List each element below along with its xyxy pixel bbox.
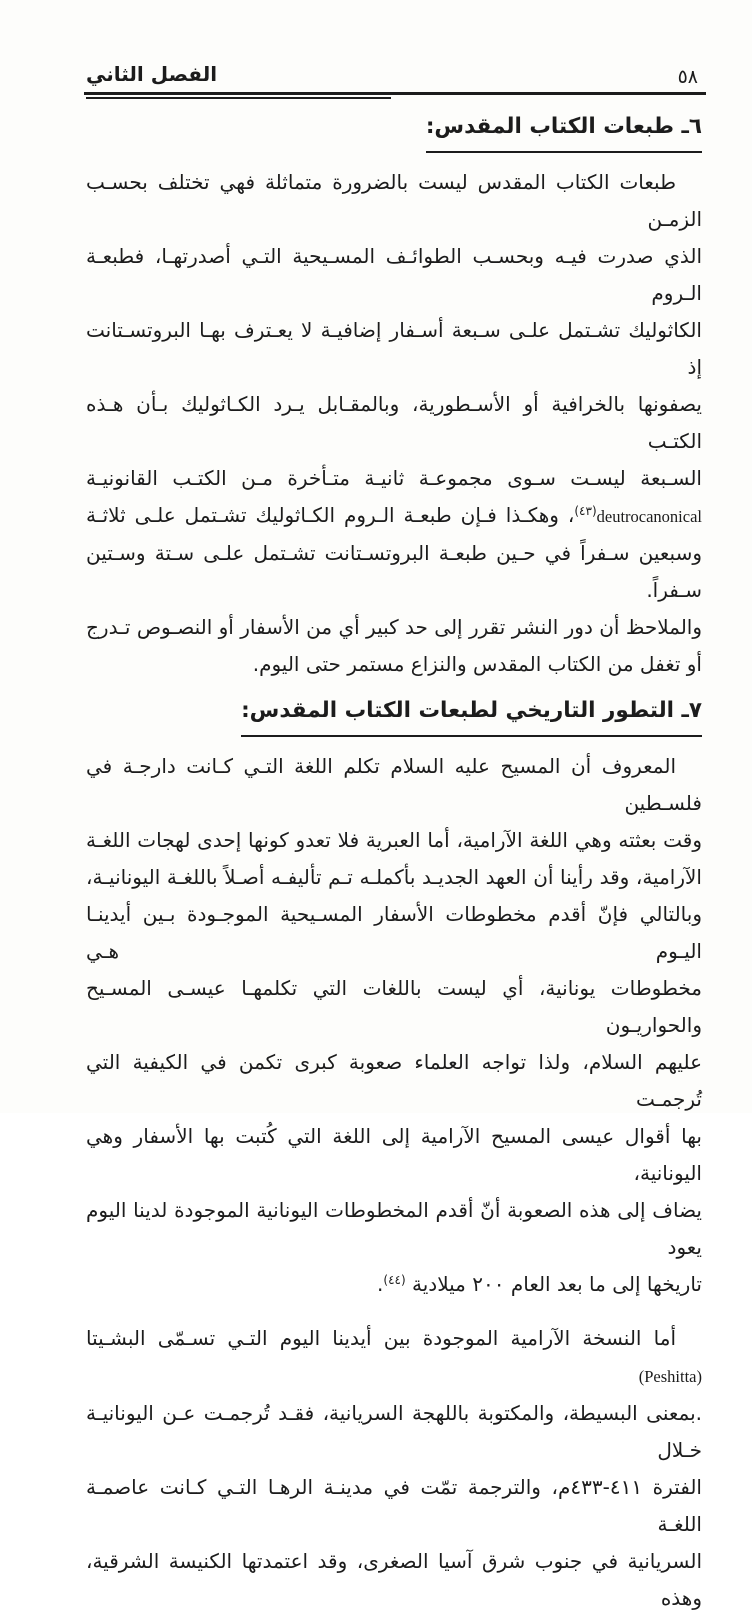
section-heading-text: ٦ـ طبعات الكتاب المقدس: [426,112,702,153]
header-rule [84,92,706,95]
latin-term: (Peshitta) [638,1366,702,1386]
text-line: .بمعنى البسيطة، والمكتوبة باللهجة السريانية، فقـد تُرجمـت عـن اليونانيـة خـلال [86,1400,702,1462]
text-line: وسبعين سـفراً في حـين طبعـة البروتسـتانت تشـتمل علـى سـتة وسـتين سـفراً. [86,540,702,602]
text-line: وقت بعثته وهي اللغة الآرامية، أما العبرية فلا تعدو كونها إحدى لهجات اللغـة [86,827,702,852]
paragraph [86,1320,702,1617]
text-line: الآرامية، وقد رأينا أن العهد الجديـد بأكملـه تـم تأليفـه أصـلاً باللغـة اليونانيـة، [86,864,702,889]
text-line: المعروف أن المسيح عليه السلام تكلم اللغة التـي كـانت دارجـة في فلسـطين [86,753,702,815]
section-heading [86,112,702,153]
text-line: أما النسخة الآرامية الموجودة بين أيدينا اليوم التـي تسـمّى البشـيتا (Peshitta) [86,1325,702,1386]
text-line: عليهم السلام، ولذا تواجه العلماء صعوبة كبرى تكمن في الكيفية التي تُرجمـت [86,1049,702,1111]
text-line: deutrocanonical$^{(٤٣)}$، وهكـذا فـإن طبعـة الـروم الكـاثوليك تشـتمل علـى ثلاثـة [86,502,702,527]
text-line: السريانية في جنوب شرق آسيا الصغرى، وقد اعتمدتها الكنيسة الشرقية، وهذه [86,1548,702,1610]
page-header [86,62,702,92]
text-line: الفترة ٤١١-٤٣٣م، والترجمة تمّت في مدينـة الرهـا التـي كـانت عاصمـة اللغـة [86,1474,702,1536]
text-line: الذي صدرت فيـه وبحسـب الطوائـف المسـيحية التـي أصدرتهـا، فطبعـة الـروم [86,243,702,305]
text-line: مخطوطات يونانية، أي ليست باللغات التي تكلمهـا عيسـى المسـيح والحواريـون [86,975,702,1037]
text-line: بها أقوال عيسى المسيح الآرامية إلى اللغة التي كُتبت بها الأسفار وهي اليونانية، [86,1123,702,1185]
text-line: أو تغفل من الكتاب المقدس والنزاع مستمر حتى اليوم. [252,651,702,676]
text-line: تاريخها إلى ما بعد العام ٢٠٠ ميلادية $^{(٤٤)}$. [377,1271,702,1296]
paragraph [86,748,702,1303]
text-line: الكاثوليك تشـتمل علـى سـبعة أسـفار إضافيـة لا يعـترف بهـا البروتسـتانت إذ [86,317,702,379]
section-heading-text: ٧ـ التطور التاريخي لطبعات الكتاب المقدس: [241,696,702,737]
chapter-title: الفصل الثاني [86,62,218,86]
footnote-marker: (٤٣) [574,503,597,518]
page-number: ٥٨ [677,66,698,88]
text-line: والملاحظ أن دور النشر تقرر إلى حد كبير أي من الأسفار أو النصـوص تـدرج [86,614,702,639]
footnote-marker: (٤٤) [383,1272,406,1287]
text-line: يضاف إلى هذه الصعوبة أنّ أقدم المخطوطات اليونانية الموجودة لدينا اليوم يعود [86,1197,702,1259]
header-subrule [86,97,391,99]
paragraph [86,164,702,683]
latin-term: deutrocanonical [596,506,702,526]
text-line: السـبعة ليسـت سـوى مجموعـة ثانيـة متـأخرة مـن الكتـب القانونيـة [86,465,702,490]
section-heading [86,696,702,737]
page-content [86,112,702,1617]
text-line: وبالتالي فإنّ أقدم مخطوطات الأسفار المسـيحية الموجـودة بـين أيدينـا اليـوم هـي [86,901,702,963]
text-line: يصفونها بالخرافية أو الأسـطورية، وبالمقـابل يـرد الكـاثوليك بـأن هـذه الكتـب [86,391,702,453]
text-line: طبعات الكتاب المقدس ليست بالضرورة متماثلة فهي تختلف بحسـب الزمـن [86,169,702,231]
